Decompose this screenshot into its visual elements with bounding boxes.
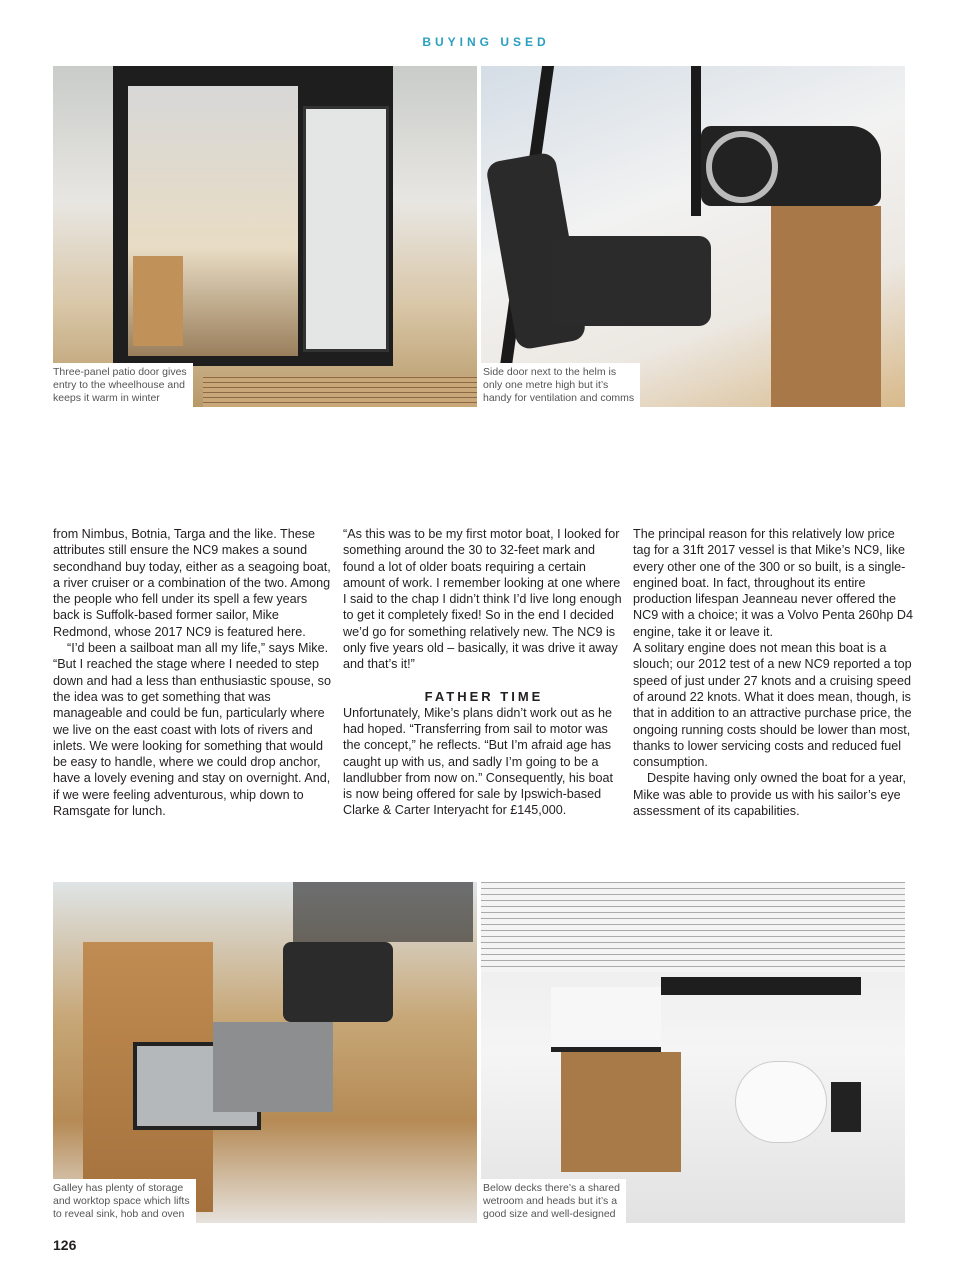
- paragraph: The principal reason for this relatively low price tag for a 31ft 2017 vessel is that Mike’s NC9, like every other one of the 300 or so built, is a single-engined boat. In fact, throughout its entire production lifespan Jeanneau never offered the NC9 with a choice; it was a Volvo Penta 260hp D4 engine, take it or leave it.: [633, 527, 914, 639]
- section-header: BUYING USED: [422, 35, 550, 49]
- paragraph: A solitary engine does not mean this boat is a slouch; our 2012 test of a new NC9 reported a top speed of just under 27 knots and a cruising speed of around 22 knots. What it does mean, though, is that in addition to an attractive purchase price, the ongoing running costs should be lower than most, thanks to lower servicing costs and reduced fuel consumption.: [633, 641, 912, 770]
- paragraph: “I’d been a sailboat man all my life,” says Mike. “But I reached the stage where I needed to step down and had a less than enthusiastic spouse, so the idea was to get something that was manageable and could be fun, particularly where we live on the east coast with lots of rivers and inlets. We were looking for something that would be easy to handle, where we could drop anchor, have a lovely evening and stay on overnight. And, if we were feeling adventurous, whip down to Ramsgate for lunch.: [53, 641, 331, 819]
- paragraph: Despite having only owned the boat for a year, Mike was able to provide us with his sailor’s eye assessment of its capabilities.: [633, 771, 907, 819]
- caption-line: only one metre high but it’s: [483, 379, 609, 391]
- caption-line: entry to the wheelhouse and: [53, 379, 185, 391]
- paragraph: “As this was to be my first motor boat, I looked for something around the 30 to 32-feet mark and found a lot of older boats requiring a certain amount of work. I remember looking at one where I said to the chap I didn’t think I’d live long enough to get it completely fixed! So in the end I decided we’d go for something relatively new. The NC9 is only five years old – basically, it was drive it away and that’s it!”: [343, 527, 622, 672]
- caption-line: and worktop space which lifts: [53, 1195, 190, 1207]
- caption-line: keeps it warm in winter: [53, 392, 160, 404]
- page-number: 126: [53, 1237, 77, 1253]
- photo-wetroom: [481, 882, 905, 1223]
- photo-caption: [481, 363, 640, 407]
- caption-line: Galley has plenty of storage: [53, 1182, 184, 1194]
- article-column-3: [633, 526, 915, 819]
- paragraph: from Nimbus, Botnia, Targa and the like. These attributes still ensure the NC9 makes a sound secondhand buy today, either as a seagoing boat, a river cruiser or a combination of the two. Among the people who fell under its spell a few years back is Suffolk-based former sailor, Mike Redmond, whose 2017 NC9 is featured here.: [53, 527, 331, 639]
- caption-line: handy for ventilation and comms: [483, 392, 635, 404]
- paragraph: Unfortunately, Mike’s plans didn’t work out as he had hoped. “Transferring from sail to motor was the concept,” he reflects. “But I’m afraid age has caught up with us, and sadly I’m going to be a landlubber from now on.” Consequently, his boat is now being offered for sale by Ipswich-based Clarke & Carter Interyacht for £145,000.: [343, 705, 613, 818]
- subheading: FATHER TIME: [424, 688, 544, 704]
- caption-line: Below decks there’s a shared: [483, 1182, 620, 1194]
- photo-helm-seat: [481, 66, 905, 407]
- article-column-2: [343, 526, 625, 819]
- photo-caption: [481, 1179, 626, 1223]
- caption-line: to reveal sink, hob and oven: [53, 1208, 185, 1220]
- caption-line: wetroom and heads but it’s a: [483, 1195, 618, 1207]
- photo-galley: [53, 882, 477, 1223]
- caption-line: Three-panel patio door gives: [53, 366, 187, 378]
- caption-line: Side door next to the helm is: [483, 366, 617, 378]
- caption-line: good size and well-designed: [483, 1208, 616, 1220]
- photo-caption: [53, 1179, 196, 1223]
- photo-caption: [53, 363, 193, 407]
- article-column-1: [53, 526, 335, 819]
- photo-patio-door: [53, 66, 477, 407]
